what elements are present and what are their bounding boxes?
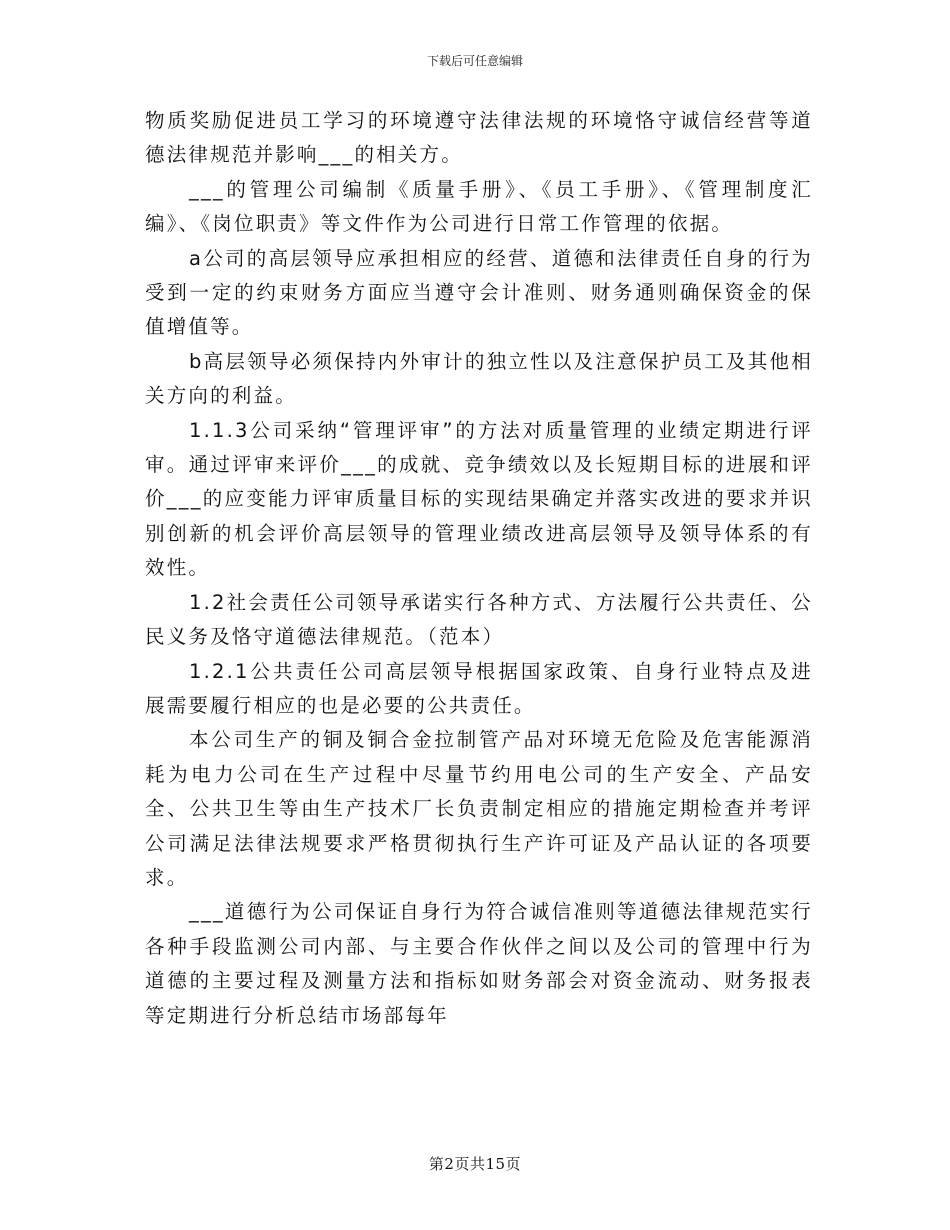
paragraph-6: 1.2社会责任公司领导承诺实行各种方式、方法履行公共责任、公民义务及恪守道德法律规范。（范本） (145, 590, 813, 649)
paragraph-2: ___的管理公司编制《质量手册》、《员工手册》、《管理制度汇编》、《岗位职责》等文件作为公司进行日常工作管理的依据。 (145, 177, 813, 236)
paragraph-3: a公司的高层领导应承担相应的经营、道德和法律责任自身的行为受到一定的约束财务方面应当遵守会计准则、财务通则确保资金的保值增值等。 (145, 246, 813, 339)
paragraph-9: ___道德行为公司保证自身行为符合诚信准则等道德法律规范实行各种手段监测公司内部、与主要合作伙伴之间以及公司的管理中行为道德的主要过程及测量方法和指标如财务部会对资金流动、财务报表等定期进行分析总结市场部每年 (145, 900, 813, 1027)
paragraph-1: 物质奖励促进员工学习的环境遵守法律法规的环境恪守诚信经营等道德法律规范并影响___的相关方。 (145, 109, 813, 167)
paragraph-4: b高层领导必须保持内外审计的独立性以及注意保护员工及其他相关方向的利益。 (145, 349, 813, 408)
page-header: 下载后可任意编辑 (426, 54, 523, 68)
paragraph-7: 1.2.1公共责任公司高层领导根据国家政策、自身行业特点及进展需要履行相应的也是必要的公共责任。 (145, 659, 813, 717)
paragraph-8: 本公司生产的铜及铜合金拉制管产品对环境无危险及危害能源消耗为电力公司在生产过程中尽量节约用电公司的生产安全、产品安全、公共卫生等由生产技术厂长负责制定相应的措施定期检查并考评公司满足法律法规要求严格贯彻执行生产许可证及产品认证的各项要求。 (145, 728, 813, 889)
page-footer: 第2页共15页 (428, 1155, 522, 1173)
document-body (145, 104, 813, 1033)
paragraph-5: 1.1.3公司采纳“管理评审”的方法对质量管理的业绩定期进行评审。通过评审来评价___的成就、竞争绩效以及长短期目标的进展和评价___的应变能力评审质量目标的实现结果确定并落实改进的要求并识别创新的机会评价高层领导的管理业绩改进高层领导及领导体系的有效性。 (145, 418, 813, 580)
